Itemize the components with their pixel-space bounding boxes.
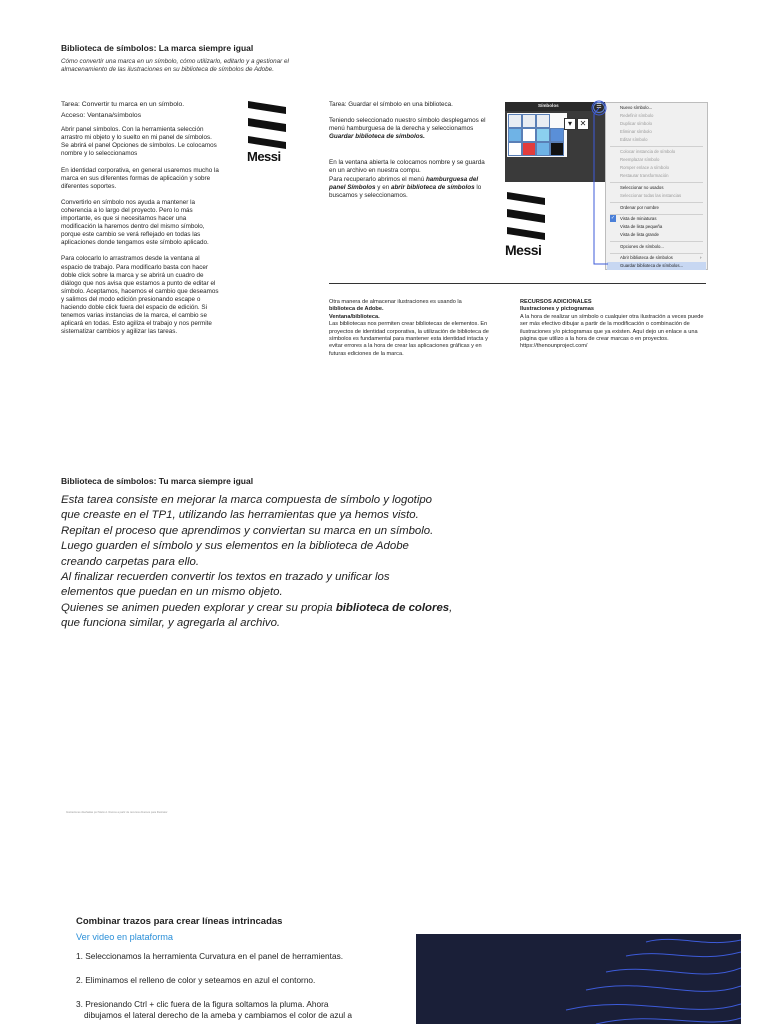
wave-lines-graphic	[416, 934, 741, 1024]
close-icon[interactable]: ✕	[577, 118, 589, 130]
page2-title: Biblioteca de símbolos: Tu marca siempre igual	[61, 476, 254, 486]
messi-wordmark: Messi	[505, 242, 542, 258]
step-3: 3. Presionando Ctrl + clic fuera de la figura soltamos la pluma. Ahora	[76, 999, 329, 1009]
menu-item[interactable]: Vista de lista grande	[620, 232, 659, 237]
steps-list	[76, 951, 396, 1021]
col1-p3: Convertirlo en símbolo nos ayuda a mantener la coherencia a lo largo del proyecto. Pero lo más importante, es que si necesitamos hacer una modificación la haremos dentro del mismo símbolo, porque este cambio se verá reflejado en todas las aplicaciones donde tengamos este símbolo aplicado.	[61, 198, 209, 247]
messi-symbol-icon	[505, 192, 549, 240]
page3-title: Combinar trazos para crear líneas intrincadas	[76, 916, 283, 927]
step-1: 1. Seleccionamos la herramienta Curvatura en el panel de herramientas.	[76, 951, 344, 961]
col2-p1: Teniendo seleccionado nuestro símbolo desplegamos el menú hamburguesa de la derecha y seleccionamos Guardar biblioteca de símbolos.	[329, 117, 486, 141]
assignment-text: Esta tarea consiste en mejorar la marca compuesta de símbolo y logotipo que creaste en el TP1, utilizando las herramientas que ya hemos visto. Repitan el proceso que aprendimos y conviertan su marca en un símbolo. Luego guarden el símbolo y sus elementos en la biblioteca de Adobe creando carpetas para ello. Al finalizar recuerden convertir los textos en trazado y unificar los elementos que puedan en un mismo objeto. Quienes se animen pueden explorar y crear su propia biblioteca de colores, que funciona similar, y agregarla al archivo.	[61, 494, 453, 630]
panel-flyout-menu	[605, 102, 708, 270]
section-divider	[329, 283, 706, 284]
page1-title: Biblioteca de símbolos: La marca siempre igual	[61, 43, 254, 53]
resource-link[interactable]: https://thenounproject.com/	[520, 343, 588, 350]
col1-p2: En identidad corporativa, en general usaremos mucho la marca en sus diferentes formas de aplicación y sobre diferentes soportes.	[61, 166, 219, 190]
col1-task: Tarea: Convertir tu marca en un símbolo.	[61, 101, 185, 108]
menu-item-save-library[interactable]: Guardar biblioteca de símbolos...	[620, 263, 684, 268]
menu-item[interactable]: Eliminar símbolo	[620, 129, 652, 134]
check-icon: ✓	[610, 215, 616, 221]
menu-item[interactable]: Vista de miniaturas	[620, 216, 657, 221]
step-2: 2. Eliminamos el relleno de color y seteamos en azul el contorno.	[76, 975, 316, 985]
chevron-right-icon: ›	[700, 255, 702, 260]
page1-subtitle: Cómo convertir una marca en un símbolo, cómo utilizarlo, editarlo y a gestionar el almacenamiento de las ilustraciones en su biblioteca de símbolos de Adobe.	[61, 58, 289, 74]
menu-item[interactable]: Opciones de símbolo...	[620, 244, 664, 249]
menu-item[interactable]: Restaurar transformación	[620, 173, 669, 178]
video-thumbnail[interactable]	[416, 934, 741, 1024]
symbols-panel-tab[interactable]: Símbolos	[538, 103, 559, 108]
resources-text: RECURSOS ADICIONALES Ilustraciones y pictogramas A la hora de realizar un símbolo o cualquier otra ilustración a veces puede ser más efectivo dibujar a partir de la modificación o combinación de ilustraciones y/o pictogramas que ya existen. Aquí dejo un enlace a una página que utilizo a la hora de crear marcas o en proyectos. https://thenounproject.com/	[520, 299, 706, 351]
menu-item[interactable]: Ordenar por nombre	[620, 205, 659, 210]
video-link[interactable]: Ver video en plataforma	[76, 932, 174, 942]
step-3-continued: dibujamos el lateral derecho de la ameba y cambiamos el color de azul a	[84, 1010, 352, 1020]
col1-text	[61, 101, 221, 344]
footnote: Ilustraciones diseñadas por Mario A. Ramos a partir de recursos diversos para Illustrator	[66, 811, 168, 814]
col1-p1: Abrir panel símbolos. Con la herramienta selección arrastro mi objeto y lo suelto en mi panel de símbolos. Se abrirá el panel Opciones de símbolos. Le colocamos nombre y lo seleccionamos	[61, 126, 217, 158]
messi-symbol-icon	[246, 101, 290, 149]
menu-item[interactable]: Seleccionar no usados	[620, 185, 664, 190]
symbol-dropdown[interactable]: ▾	[564, 118, 576, 130]
libraries-text: Otra manera de almacenar ilustraciones es usando la biblioteca de Adobe. Ventana/biblioteca. Las bibliotecas nos permiten crear bibliotecas de elementos. En proyectos de identidad corporativa, la utilización de biblioteca de símbolos es fundamental para mantener esta identidad intacta y evitar errores a la hora de crear las aplicaciones gráficas y en futuras ediciones de la marca.	[329, 299, 489, 357]
col2-text	[329, 101, 489, 200]
menu-item[interactable]: Colocar instancia de símbolo	[620, 149, 676, 154]
menu-item[interactable]: Vista de lista pequeña	[620, 224, 663, 229]
menu-item[interactable]: Seleccionar todas las instancias	[620, 193, 682, 198]
symbol-thumbnails	[507, 113, 567, 157]
menu-item[interactable]: Redefinir símbolo	[620, 113, 654, 118]
menu-item[interactable]: Reemplazar símbolo	[620, 157, 660, 162]
col1-access: Acceso: Ventana/símbolos	[61, 112, 142, 120]
menu-item[interactable]: Romper enlace a símbolo	[620, 165, 669, 170]
col2-p2: En la ventana abierta le colocamos nombre y se guarda en un archivo en nuestra compu. Para recuperarlo abrimos el menú hamburguesa del panel Símbolos y en abrir biblioteca de símbolos lo buscamos y seleccionamos.	[329, 159, 485, 199]
col1-p4: Para colocarlo lo arrastramos desde la ventana al espacio de trabajo. Para modificarlo basta con hacer doble click sobre la marca y se abrirá un cuadro de diálogo que nos avisa que estamos a punto de editar el símbolo. Aceptamos, hacemos el cambio que deseamos y salimos del modo edición presionando escape o haciendo doble click fuera del espacio de edición. Si tenemos varias instancias de la marca, el cambio se aplicará en todas. Esto agiliza el trabajo y nos permite sistematizar cambios y agilizar las tareas.	[61, 255, 219, 336]
messi-wordmark: Messi	[247, 149, 281, 164]
hamburger-menu-icon[interactable]: ☰	[593, 102, 605, 113]
messi-logo	[246, 101, 290, 167]
menu-item[interactable]: Editar símbolo	[620, 137, 648, 142]
messi-logo-2	[505, 192, 555, 262]
menu-item[interactable]: Abrir biblioteca de símbolos	[620, 255, 673, 260]
menu-item[interactable]: Nuevo símbolo...	[620, 105, 653, 110]
annotation-line	[590, 100, 620, 270]
col2-task: Tarea: Guardar el símbolo en una biblioteca.	[329, 101, 453, 108]
menu-item[interactable]: Duplicar símbolo	[620, 121, 653, 126]
